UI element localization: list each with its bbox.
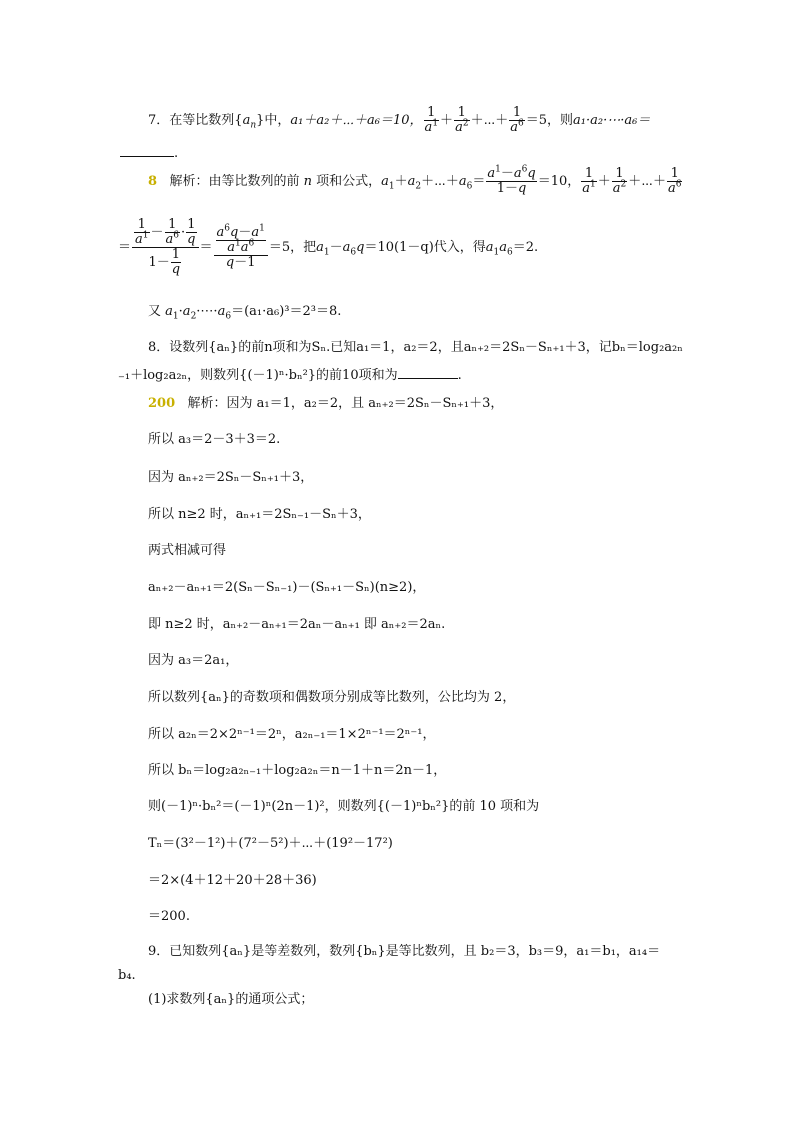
q7-solution-line3: 又 $a_1\cdot a_2\cdot\cdots\cdot a_6=(a_1\cdot a_6)^3=2^3=8$. [148,304,342,322]
q8-solution-line7: 两式相减可得 [148,543,227,558]
q8-solution-line17: ＝200. [148,909,190,924]
q7-answer: 8 [148,174,158,189]
q9-line2: b₄. [118,968,136,983]
q9-line3: (1)求数列{aₙ}的通项公式； [148,992,314,1007]
q8-solution-line8: aₙ₊₂－aₙ₊₁＝2(Sₙ－Sₙ₋₁)－(Sₙ₊₁－Sₙ)(n≥2)， [148,580,426,595]
q8-solution-line11: 所以数列{aₙ}的奇数项和偶数项分别成等比数列，公比均为 2， [148,690,516,705]
q7-answer-blank: . [120,144,178,162]
q8-solution-line15: Tₙ＝(3²－1²)＋(7²－5²)＋⋯＋(19²－17²) [148,836,393,851]
q7-line1: 7．在等比数列$\{a_n\}$中，a₁＋a₂＋⋯＋a₆＝10， $\frac{1}{a^1}$ ＋ $\frac{1}{a^2}$ ＋⋯＋ $\frac{1}{a^6}$ ＝5，则a₁·a₂·⋯·a₆＝ [148,105,651,135]
q8-solution-line6: 所以 n≥2 时，aₙ₊₁＝2Sₙ₋₁－Sₙ＋3， [148,507,371,522]
q8-line2: ₋₁＋log₂a₂ₙ，则数列{(－1)ⁿ·bₙ²}的前10项和为 . [118,368,462,383]
q8-solution-line12: 所以 a₂ₙ＝2×2ⁿ⁻¹＝2ⁿ，a₂ₙ₋₁＝1×2ⁿ⁻¹＝2ⁿ⁻¹， [148,727,436,742]
q8-solution-line9: 即 n≥2 时，aₙ₊₂－aₙ₊₁＝2aₙ－aₙ₊₁ 即 aₙ₊₂＝2aₙ. [148,617,446,632]
q8-solution-line5: 因为 aₙ₊₂＝2Sₙ－Sₙ₊₁＋3， [148,470,314,485]
q8-answer: 200 [148,396,176,411]
q8-solution-line3: 200 解析：因为 a₁＝1，a₂＝2，且 aₙ₊₂＝2Sₙ－Sₙ₊₁＋3， [148,396,504,411]
q7-solution-line2: ＝ $\frac{1}{a^1}$ － $\frac{1}{a^6}$ · $\frac{1}{q}$ 1－ $\frac{1}{q}$ ＝ $\frac{\frac{a^6q-a^1}{a^1a^6}}{q-1}$ ＝5，把$a_1-a_6q=10(1-q)$代入，得$a_1a_6=2$. [118,217,539,277]
q9-line1: 9．已知数列{aₙ}是等差数列，数列{bₙ}是等比数列，且 b₂＝3，b₃＝9，a₁＝b₁，a₁₄＝ [148,944,661,959]
q7-solution-line1: 8 解析：由等比数列的前 n 项和公式，$a_1+a_2+\cdots+a_6=$ $\frac{a^1-a^6q}{1-q}$ ＝10， $\frac{1}{a^1}$ ＋ $\frac{1}{a^2}$ ＋⋯＋ $\frac{1}{a^6}$ [148,164,682,196]
q8-solution-line4: 所以 a₃＝2－3＋3＝2. [148,432,281,447]
q8-solution-line16: ＝2×(4＋12＋20＋28＋36) [148,873,317,888]
q8-solution-line14: 则(－1)ⁿ·bₙ²＝(－1)ⁿ(2n－1)²，则数列{(－1)ⁿbₙ²}的前 10 项和为 [148,799,540,814]
q8-line1: 8．设数列{aₙ}的前n项和为Sₙ.已知a₁＝1，a₂＝2，且aₙ₊₂＝2Sₙ－Sₙ₊₁＋3，记bₙ＝log₂a₂ₙ [148,340,683,355]
q8-solution-line10: 因为 a₃＝2a₁， [148,653,239,668]
q8-solution-line13: 所以 bₙ＝log₂a₂ₙ₋₁＋log₂a₂ₙ＝n－1＋n＝2n－1， [148,763,447,778]
